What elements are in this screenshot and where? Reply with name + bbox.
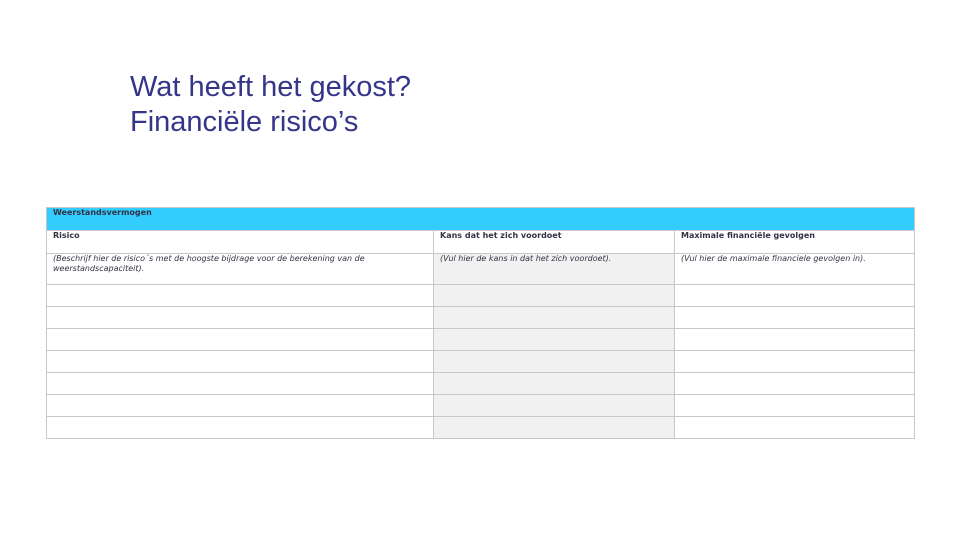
table-row bbox=[47, 373, 915, 395]
empty-cell-kans[interactable] bbox=[434, 329, 675, 351]
empty-cell-gevolgen[interactable] bbox=[675, 329, 915, 351]
empty-cell-kans[interactable] bbox=[434, 285, 675, 307]
empty-cell-kans[interactable] bbox=[434, 373, 675, 395]
table-row bbox=[47, 329, 915, 351]
example-cell-gevolgen[interactable]: (Vul hier de maximale financiele gevolgen in). bbox=[675, 254, 915, 285]
example-cell-kans[interactable]: (Vul hier de kans in dat het zich voordoet). bbox=[434, 254, 675, 285]
empty-cell-risico[interactable] bbox=[47, 395, 434, 417]
empty-cell-risico[interactable] bbox=[47, 307, 434, 329]
empty-cell-gevolgen[interactable] bbox=[675, 373, 915, 395]
slide-title bbox=[130, 70, 411, 140]
empty-cell-gevolgen[interactable] bbox=[675, 351, 915, 373]
table-row bbox=[47, 307, 915, 329]
empty-cell-gevolgen[interactable] bbox=[675, 395, 915, 417]
section-header-cell: Weerstandsvermogen bbox=[47, 208, 915, 231]
title-line-2: Financiële risico’s bbox=[130, 106, 359, 138]
empty-cell-gevolgen[interactable] bbox=[675, 285, 915, 307]
table-section-header bbox=[47, 208, 915, 231]
example-row bbox=[47, 254, 915, 285]
empty-cell-gevolgen[interactable] bbox=[675, 417, 915, 439]
empty-cell-risico[interactable] bbox=[47, 373, 434, 395]
risk-table bbox=[46, 207, 915, 439]
table-row bbox=[47, 285, 915, 307]
title-line-1: Wat heeft het gekost? bbox=[130, 71, 412, 103]
empty-cell-risico[interactable] bbox=[47, 285, 434, 307]
table-row bbox=[47, 351, 915, 373]
empty-cell-kans[interactable] bbox=[434, 417, 675, 439]
column-header-row bbox=[47, 231, 915, 254]
column-header-kans: Kans dat het zich voordoet bbox=[434, 231, 675, 254]
table-row bbox=[47, 417, 915, 439]
column-header-gevolgen: Maximale financiële gevolgen bbox=[675, 231, 915, 254]
example-cell-risico[interactable]: (Beschrijf hier de risico´s met de hoogste bijdrage voor de berekening van de weerstandscapaciteit). bbox=[47, 254, 434, 285]
empty-cell-risico[interactable] bbox=[47, 351, 434, 373]
column-header-risico: Risico bbox=[47, 231, 434, 254]
table-row bbox=[47, 395, 915, 417]
empty-cell-kans[interactable] bbox=[434, 307, 675, 329]
empty-cell-gevolgen[interactable] bbox=[675, 307, 915, 329]
empty-cell-risico[interactable] bbox=[47, 417, 434, 439]
empty-cell-kans[interactable] bbox=[434, 351, 675, 373]
empty-cell-risico[interactable] bbox=[47, 329, 434, 351]
empty-cell-kans[interactable] bbox=[434, 395, 675, 417]
